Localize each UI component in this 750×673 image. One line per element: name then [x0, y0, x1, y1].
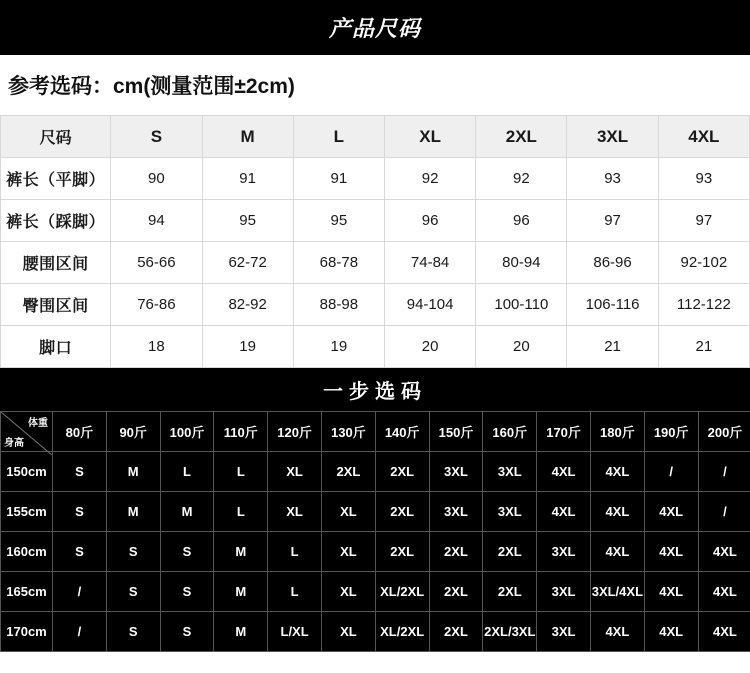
- matrix-column-header: 110斤: [214, 412, 268, 452]
- matrix-cell: 4XL: [698, 612, 750, 652]
- matrix-cell: 4XL: [644, 612, 698, 652]
- matrix-cell: XL: [321, 612, 375, 652]
- size-column-header: 3XL: [567, 116, 658, 158]
- row-label: 裤长（踩脚）: [1, 200, 111, 242]
- matrix-column-header: 140斤: [375, 412, 429, 452]
- table-cell: 92: [476, 158, 567, 200]
- matrix-row-label: 150cm: [1, 452, 53, 492]
- size-column-header: M: [202, 116, 293, 158]
- matrix-column-header: 170斤: [537, 412, 591, 452]
- table-row: [1, 532, 750, 572]
- table-cell: 20: [384, 326, 475, 368]
- matrix-cell: 4XL: [590, 452, 644, 492]
- matrix-cell: L: [214, 492, 268, 532]
- matrix-cell: 3XL: [537, 612, 591, 652]
- matrix-cell: 4XL: [698, 572, 750, 612]
- matrix-row-label: 155cm: [1, 492, 53, 532]
- matrix-cell: M: [214, 612, 268, 652]
- size-column-header: XL: [384, 116, 475, 158]
- matrix-weight-label: 体重: [28, 418, 48, 429]
- matrix-column-header: 190斤: [644, 412, 698, 452]
- table-cell: 88-98: [293, 284, 384, 326]
- reference-note-label: 参考选码：: [8, 75, 113, 98]
- matrix-cell: /: [53, 572, 107, 612]
- table-cell: 76-86: [111, 284, 202, 326]
- matrix-cell: 4XL: [644, 572, 698, 612]
- table-cell: 112-122: [658, 284, 749, 326]
- row-label: 裤长（平脚）: [1, 158, 111, 200]
- table-row: [1, 612, 750, 652]
- table-row: [1, 326, 750, 368]
- table-cell: 95: [293, 200, 384, 242]
- matrix-cell: 3XL: [429, 452, 483, 492]
- matrix-cell: L: [214, 452, 268, 492]
- matrix-cell: 3XL: [483, 492, 537, 532]
- matrix-cell: S: [53, 532, 107, 572]
- matrix-cell: 3XL: [537, 572, 591, 612]
- measurement-table-body: [1, 158, 750, 368]
- matrix-cell: S: [160, 612, 214, 652]
- matrix-column-header: 200斤: [698, 412, 750, 452]
- page-title: 产品尺码: [328, 16, 421, 41]
- table-row: [1, 242, 750, 284]
- row-label: 脚口: [1, 326, 111, 368]
- table-cell: 93: [658, 158, 749, 200]
- matrix-cell: 3XL: [537, 532, 591, 572]
- table-cell: 97: [567, 200, 658, 242]
- matrix-cell: 2XL: [483, 572, 537, 612]
- matrix-cell: 2XL: [483, 532, 537, 572]
- matrix-row-label: 165cm: [1, 572, 53, 612]
- matrix-cell: 3XL/4XL: [590, 572, 644, 612]
- table-cell: 94: [111, 200, 202, 242]
- matrix-header-row: [1, 412, 750, 452]
- size-column-header: S: [111, 116, 202, 158]
- measurement-corner-label: 尺码: [1, 116, 111, 158]
- quick-select-title: 一步选码: [323, 381, 427, 403]
- matrix-column-header: 130斤: [321, 412, 375, 452]
- matrix-body: [1, 452, 750, 652]
- matrix-head: [1, 412, 750, 452]
- matrix-cell: 2XL: [375, 532, 429, 572]
- table-row: [1, 158, 750, 200]
- matrix-cell: XL/2XL: [375, 572, 429, 612]
- table-cell: 94-104: [384, 284, 475, 326]
- matrix-cell: S: [106, 612, 160, 652]
- matrix-cell: 2XL: [429, 572, 483, 612]
- matrix-cell: 2XL: [429, 612, 483, 652]
- matrix-cell: L: [268, 572, 322, 612]
- matrix-cell: /: [698, 492, 750, 532]
- row-label: 腰围区间: [1, 242, 111, 284]
- matrix-height-label: 身高: [4, 438, 24, 449]
- matrix-cell: L: [160, 452, 214, 492]
- table-row: [1, 452, 750, 492]
- matrix-cell: 4XL: [698, 532, 750, 572]
- matrix-cell: S: [106, 572, 160, 612]
- matrix-cell: /: [53, 612, 107, 652]
- table-row: [1, 200, 750, 242]
- table-cell: 93: [567, 158, 658, 200]
- table-cell: 95: [202, 200, 293, 242]
- matrix-cell: 4XL: [590, 612, 644, 652]
- matrix-cell: 2XL: [375, 452, 429, 492]
- table-cell: 21: [658, 326, 749, 368]
- table-cell: 80-94: [476, 242, 567, 284]
- table-cell: 96: [384, 200, 475, 242]
- table-cell: 96: [476, 200, 567, 242]
- table-cell: 56-66: [111, 242, 202, 284]
- matrix-cell: M: [106, 492, 160, 532]
- table-cell: 92-102: [658, 242, 749, 284]
- matrix-cell: 4XL: [537, 452, 591, 492]
- matrix-cell: 4XL: [644, 492, 698, 532]
- table-cell: 68-78: [293, 242, 384, 284]
- table-cell: 92: [384, 158, 475, 200]
- table-cell: 86-96: [567, 242, 658, 284]
- matrix-column-header: 90斤: [106, 412, 160, 452]
- matrix-cell: /: [698, 452, 750, 492]
- matrix-cell: 4XL: [644, 532, 698, 572]
- matrix-cell: XL: [268, 492, 322, 532]
- matrix-row-label: 160cm: [1, 532, 53, 572]
- size-column-header: L: [293, 116, 384, 158]
- matrix-column-header: 100斤: [160, 412, 214, 452]
- table-cell: 91: [202, 158, 293, 200]
- matrix-cell: M: [214, 572, 268, 612]
- size-matrix-table: [0, 411, 750, 652]
- matrix-cell: 4XL: [590, 492, 644, 532]
- matrix-cell: XL: [321, 572, 375, 612]
- size-column-header: 2XL: [476, 116, 567, 158]
- table-cell: 19: [293, 326, 384, 368]
- matrix-column-header: 120斤: [268, 412, 322, 452]
- table-cell: 18: [111, 326, 202, 368]
- matrix-cell: XL: [321, 492, 375, 532]
- size-column-header: 4XL: [658, 116, 749, 158]
- measurement-table: [0, 115, 750, 368]
- matrix-cell: S: [160, 532, 214, 572]
- table-cell: 97: [658, 200, 749, 242]
- table-cell: 100-110: [476, 284, 567, 326]
- table-cell: 21: [567, 326, 658, 368]
- matrix-cell: L/XL: [268, 612, 322, 652]
- matrix-cell: M: [106, 452, 160, 492]
- quick-select-banner: [0, 368, 750, 411]
- table-cell: 82-92: [202, 284, 293, 326]
- matrix-cell: M: [214, 532, 268, 572]
- matrix-cell: 3XL: [429, 492, 483, 532]
- matrix-cell: S: [160, 572, 214, 612]
- matrix-column-header: 80斤: [53, 412, 107, 452]
- matrix-cell: 4XL: [537, 492, 591, 532]
- table-cell: 62-72: [202, 242, 293, 284]
- matrix-cell: /: [644, 452, 698, 492]
- table-row: [1, 284, 750, 326]
- table-cell: 106-116: [567, 284, 658, 326]
- matrix-cell: S: [53, 492, 107, 532]
- size-matrix-wrap: [0, 411, 750, 652]
- matrix-cell: S: [53, 452, 107, 492]
- matrix-cell: 2XL: [375, 492, 429, 532]
- table-cell: 74-84: [384, 242, 475, 284]
- measurement-table-head: [1, 116, 750, 158]
- table-row: [1, 492, 750, 532]
- matrix-column-header: 150斤: [429, 412, 483, 452]
- matrix-cell: XL/2XL: [375, 612, 429, 652]
- matrix-cell: 4XL: [590, 532, 644, 572]
- table-cell: 91: [293, 158, 384, 200]
- matrix-corner-cell: [1, 412, 53, 452]
- matrix-cell: 2XL/3XL: [483, 612, 537, 652]
- reference-note-unit: cm(测量范围±2cm): [113, 75, 295, 98]
- matrix-row-label: 170cm: [1, 612, 53, 652]
- matrix-cell: M: [160, 492, 214, 532]
- table-cell: 20: [476, 326, 567, 368]
- row-label: 臀围区间: [1, 284, 111, 326]
- matrix-column-header: 160斤: [483, 412, 537, 452]
- matrix-cell: 2XL: [321, 452, 375, 492]
- table-cell: 90: [111, 158, 202, 200]
- matrix-cell: L: [268, 532, 322, 572]
- page-title-band: [0, 0, 750, 55]
- table-header-row: [1, 116, 750, 158]
- matrix-cell: XL: [268, 452, 322, 492]
- table-cell: 19: [202, 326, 293, 368]
- matrix-cell: 2XL: [429, 532, 483, 572]
- matrix-cell: 3XL: [483, 452, 537, 492]
- matrix-column-header: 180斤: [590, 412, 644, 452]
- table-row: [1, 572, 750, 612]
- reference-note: [0, 55, 750, 115]
- matrix-cell: XL: [321, 532, 375, 572]
- matrix-cell: S: [106, 532, 160, 572]
